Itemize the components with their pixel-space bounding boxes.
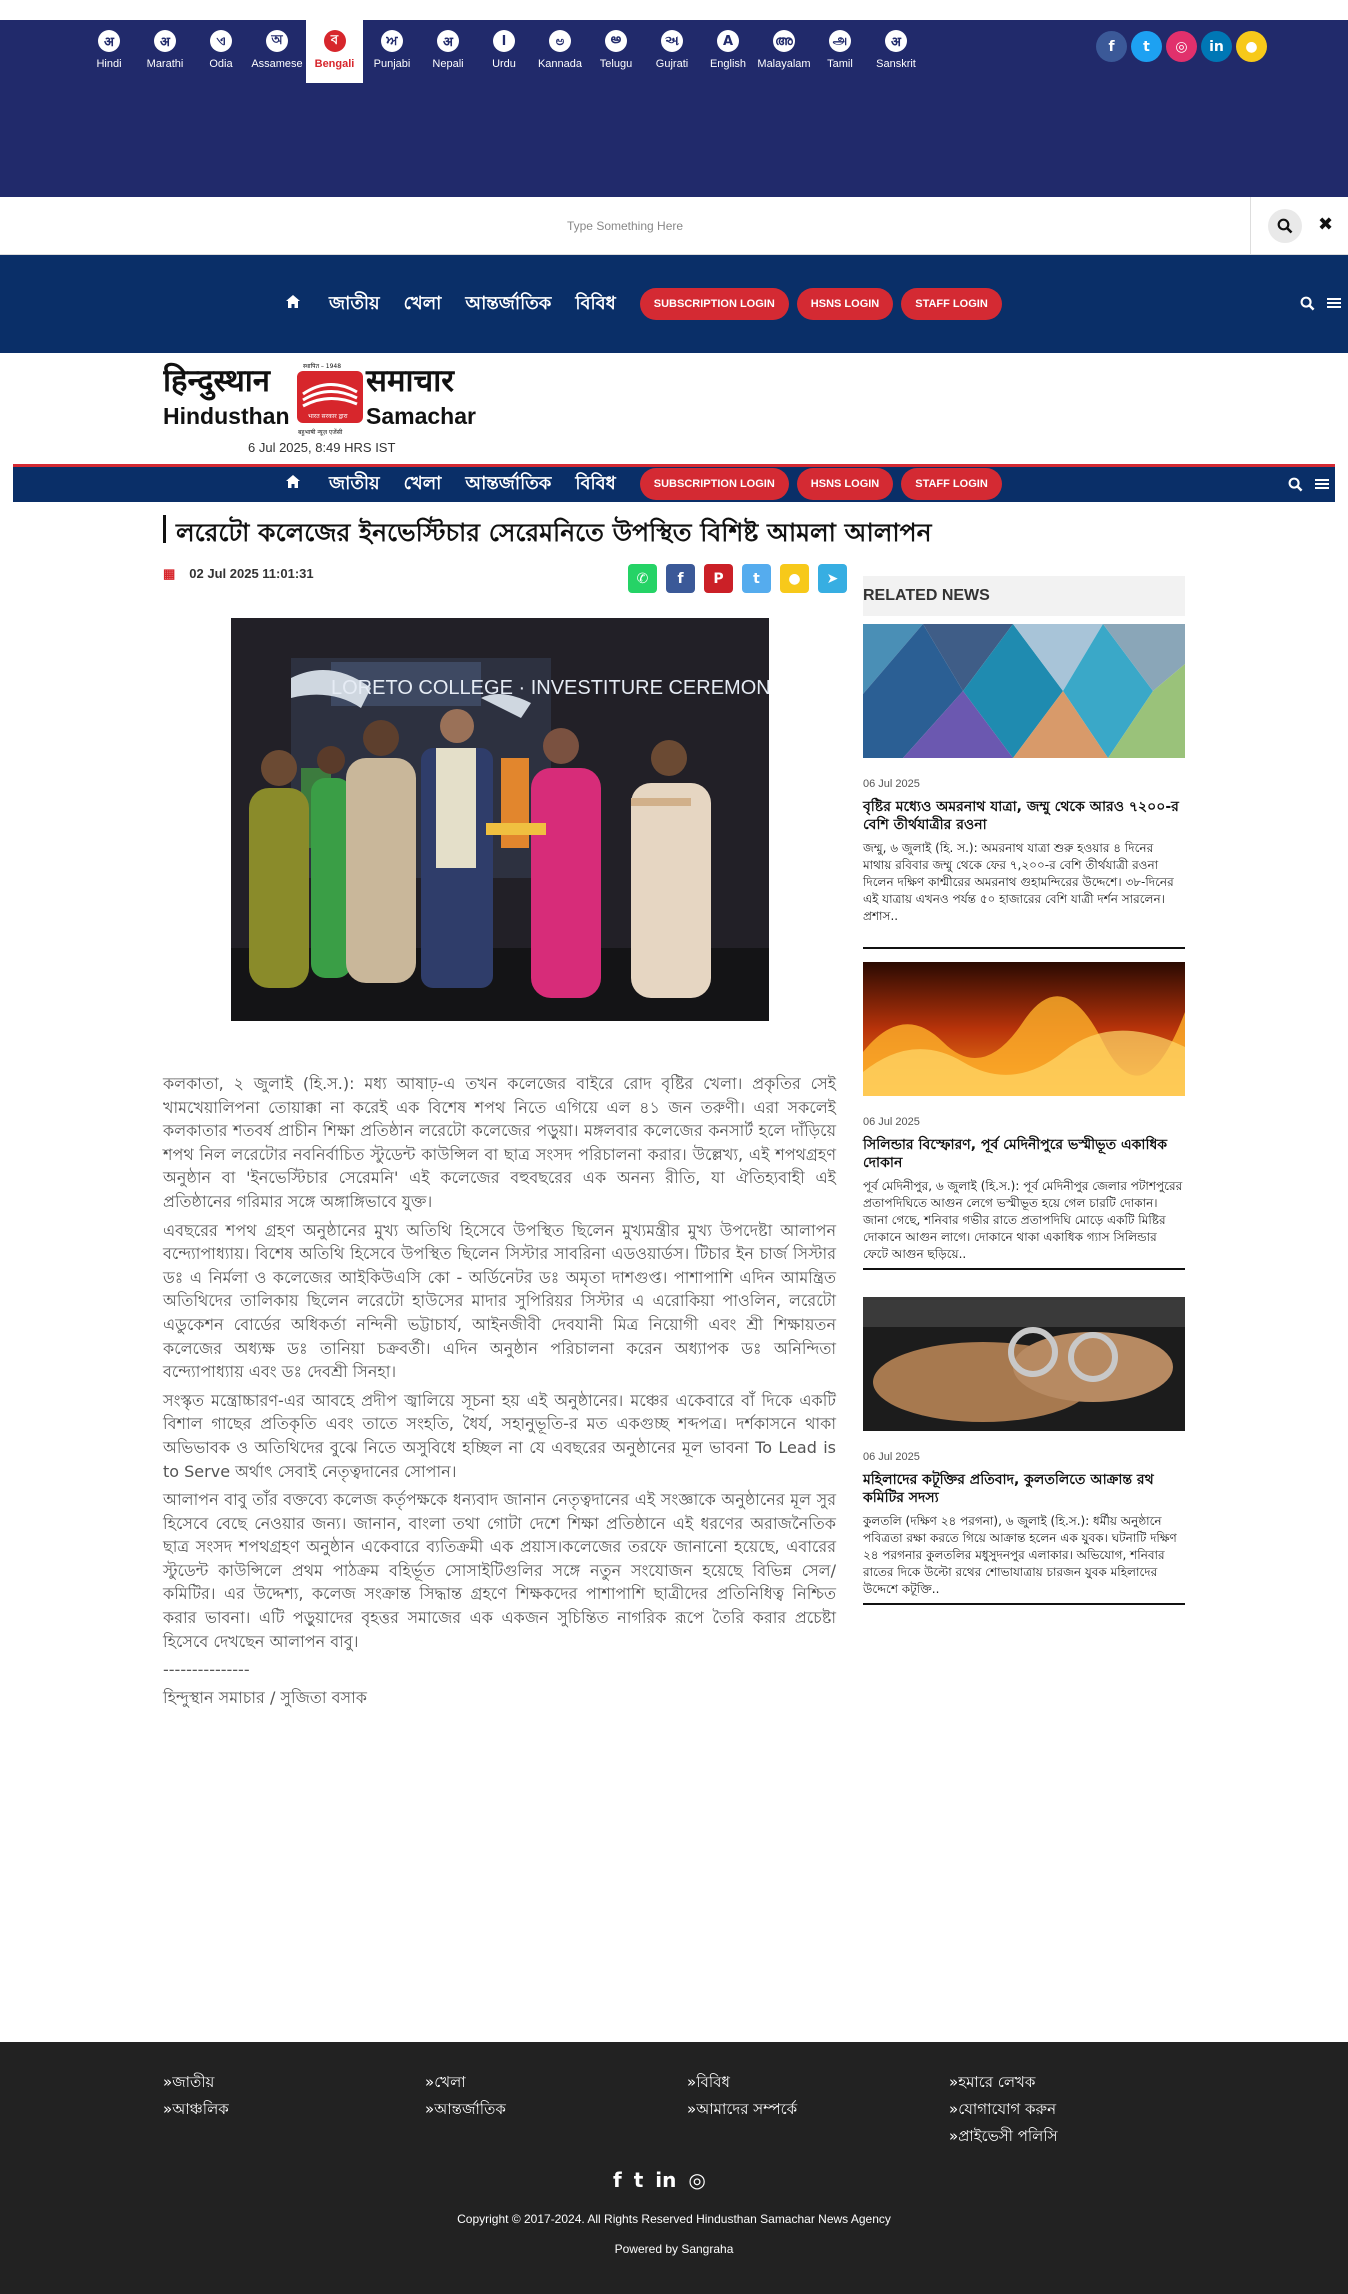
search-icon[interactable] bbox=[1288, 477, 1303, 492]
related-excerpt: জম্মু, ৬ জুলাই (হি. স.): অমরনাথ যাত্রা শুরু হওয়ার ৪ দিনের মাথায় রবিবার জম্মু থেকে ফের ৭,২০০-র বেশি তীর্থযাত্রী রওনা দিলেন দক্ষিণ কাশ্মীরের অমরনাথ গুহামন্দিরের উদ্দেশে। ৩৮-দিনের এই যাত্রায় এখনও পর্যন্ত ৫০ হাজারের বেশি যাত্রী দর্শন সারলেন। প্রশাস.. bbox=[863, 841, 1174, 923]
related-date: 06 Jul 2025 bbox=[863, 1116, 920, 1128]
language-glyph-icon: अ bbox=[98, 30, 120, 52]
language-name: Malayalam bbox=[757, 58, 811, 70]
footer-link[interactable] bbox=[949, 2098, 1056, 2123]
staff-login-button[interactable]: STAFF LOGIN bbox=[901, 288, 1002, 320]
related-image[interactable] bbox=[863, 962, 1185, 1096]
facebook-icon[interactable]: f bbox=[613, 2168, 622, 2192]
footer-link-label: প্রাইভেসী পলিসি bbox=[958, 2127, 1058, 2145]
linkedin-icon[interactable]: in bbox=[655, 2168, 677, 2192]
logo-tagline: भारत सरकार द्वारा bbox=[308, 413, 348, 420]
language-sanskrit[interactable] bbox=[869, 20, 923, 82]
nav-item[interactable]: খেলা bbox=[403, 292, 442, 314]
footer-link[interactable] bbox=[163, 2071, 214, 2096]
footer-link-label: যোগাযোগ করুন bbox=[958, 2100, 1057, 2118]
footer-link-label: আন্তর্জাতিক bbox=[434, 2100, 506, 2118]
language-name: Urdu bbox=[492, 58, 516, 70]
footer-link[interactable] bbox=[949, 2071, 1035, 2096]
language-name: Sanskrit bbox=[876, 58, 916, 70]
handcuffs-image bbox=[863, 1297, 1185, 1431]
nav-item[interactable]: আন্তর্জাতিক bbox=[465, 292, 552, 314]
language-urdu[interactable] bbox=[477, 20, 531, 82]
language-telugu[interactable] bbox=[589, 20, 643, 82]
search-icon bbox=[1277, 218, 1293, 234]
share-bar bbox=[628, 564, 856, 593]
related-divider bbox=[863, 1603, 1185, 1605]
search-icon[interactable] bbox=[1300, 296, 1315, 311]
language-odia[interactable] bbox=[194, 20, 248, 82]
double-chevron-icon: » bbox=[949, 2127, 959, 2145]
footer-link[interactable] bbox=[163, 2098, 229, 2123]
hsns-login-button[interactable]: HSNS LOGIN bbox=[797, 288, 893, 320]
nav-item[interactable]: আন্তর্জাতিক bbox=[465, 472, 552, 494]
article-paragraph: আলাপন বাবু তাঁর বক্তব্যে কলেজ কর্তৃপক্ষকে ধন্যবাদ জানান নেতৃত্বদানের এই সংজ্ঞাকে অনুষ্ঠানের মূল সুর হিসেবে বেছে নেওয়ার জন্য। জানান, বাংলা তথা গোটা দেশে শিক্ষা প্রতিষ্ঠানে এই ধরণের অরাজনৈতিক ছাত্র সংসদ শপথগ্রহণ অনুষ্ঠান একেবারে ব্যতিক্রমী এক প্রয়াস।কলেজের তরফে জানানো হয়েছে, এবারের স্টুডেন্ট কাউন্সিলে প্রথম পাঠক্রম বহির্ভূত সোসাইটিগুলির সঙ্গে নতুন সংযোজন হয়েছে বিভিন্ন সেল/কমিটির। এর উদ্দেশ্য, কলেজ সংক্রান্ত সিদ্ধান্ত গ্রহণে শিক্ষকদের পাশাপাশি ছাত্রীদের প্রতিনিধিত্ব নিশ্চিত করার ভাবনা। এটি পড়ুয়াদের বৃহত্তর সমাজের এক একজন সুচিন্তিত নাগরিক রূপে তৈরি করার প্রচেষ্টা হিসেবে দেখছেন আলাপন বাবু। bbox=[163, 1490, 836, 1651]
footer-link-label: হমারে লেখক bbox=[958, 2073, 1036, 2091]
language-name: Telugu bbox=[599, 58, 633, 70]
language-tamil[interactable] bbox=[813, 20, 867, 82]
language-glyph-icon: अ bbox=[154, 30, 176, 52]
language-name: Gujrati bbox=[655, 58, 689, 70]
menu-icon[interactable] bbox=[1315, 477, 1329, 491]
double-chevron-icon: » bbox=[425, 2073, 435, 2091]
linkedin-icon[interactable]: in bbox=[1201, 31, 1232, 62]
article-body bbox=[163, 1072, 836, 1709]
pinterest-icon[interactable]: P bbox=[704, 564, 733, 593]
language-glyph-icon: अ bbox=[885, 30, 907, 52]
search-input[interactable] bbox=[0, 197, 1250, 254]
language-glyph-icon: ಅ bbox=[549, 30, 571, 52]
language-name: English bbox=[709, 58, 747, 70]
article-paragraph: এবছরের শপথ গ্রহণ অনুষ্ঠানের মুখ্য অতিথি হিসেবে উপস্থিত ছিলেন মুখ্যমন্ত্রীর মুখ্য উপদেষ্টা আলাপন বন্দ্যোপাধ্যায়। বিশেষ অতিথি হিসেবে উপস্থিত ছিলেন সিস্টার সাবরিনা এডওয়ার্ডস। টিচার ইন চার্জ সিস্টার ডঃ এ নির্মলা ও কলেজের আইকিউএসি কো - অর্ডিনেটর ডঃ অমৃতা দাশগুপ্ত। পাশাপাশি এদিন আমন্ত্রিত অতিথিদের তালিকায় ছিলেন লরেটো হাউসের মাদার সুপিরিয়র সিস্টার এ এরোকিয়া পাওলিন, লরেটো এডুকেশন বোর্ডের অধিকর্তা নন্দিনী ভট্টাচার্য, আইনজীবী দেবযানী মিত্র নিয়োগী এবং শ্রী শিক্ষায়তন কলেজের অধ্যক্ষ ডঃ তানিয়া চক্রবর্তী। এদিন অনুষ্ঠান পরিচালনা করেন অধ্যাপক ডঃ অনিন্দিতা বন্দ্যোপাধ্যায় এবং ডঃ দেবশ্রী সিনহা। bbox=[163, 1220, 836, 1382]
close-search-button[interactable]: ✖ bbox=[1318, 214, 1334, 235]
language-assamese[interactable] bbox=[250, 20, 304, 82]
language-marathi[interactable] bbox=[138, 20, 192, 82]
nav-item[interactable]: বিবিধ bbox=[575, 292, 616, 314]
related-divider bbox=[863, 947, 1185, 949]
article-photo bbox=[231, 618, 769, 1021]
logo-subtag: बहुभाषी न्यूज़ एजेंसी bbox=[298, 429, 343, 436]
article-separator: --------------- bbox=[163, 1660, 250, 1680]
related-card[interactable] bbox=[863, 624, 1185, 925]
language-list bbox=[82, 20, 925, 83]
nav-item[interactable]: খেলা bbox=[403, 472, 442, 494]
twitter-icon[interactable]: t bbox=[742, 564, 771, 593]
footer-link[interactable] bbox=[949, 2125, 1058, 2150]
facebook-icon[interactable]: f bbox=[666, 564, 695, 593]
related-image[interactable] bbox=[863, 1297, 1185, 1431]
home-icon[interactable] bbox=[285, 294, 301, 314]
language-name: Kannada bbox=[537, 58, 583, 70]
language-name: Nepali bbox=[432, 58, 464, 70]
koo-icon[interactable]: ● bbox=[780, 564, 809, 593]
sticky-nav-tools bbox=[1288, 477, 1329, 492]
language-glyph-icon: A bbox=[717, 30, 739, 52]
double-chevron-icon: » bbox=[425, 2100, 435, 2118]
double-chevron-icon: » bbox=[687, 2100, 697, 2118]
language-glyph-icon: ا bbox=[493, 30, 515, 52]
travel-collage-image bbox=[863, 624, 1185, 758]
related-title[interactable]: মহিলাদের কটূক্তির প্রতিবাদ, কুলতলিতে আক্রান্ত রথ কমিটির সদস্য bbox=[863, 1472, 1154, 1506]
language-glyph-icon: અ bbox=[661, 30, 683, 52]
related-card[interactable] bbox=[863, 962, 1185, 1263]
staff-login-button[interactable]: STAFF LOGIN bbox=[901, 468, 1002, 500]
double-chevron-icon: » bbox=[687, 2073, 697, 2091]
language-kannada[interactable] bbox=[533, 20, 587, 82]
footer-link[interactable] bbox=[687, 2098, 797, 2123]
sticky-nav bbox=[285, 466, 1010, 502]
telegram-icon[interactable]: ➤ bbox=[818, 564, 847, 593]
related-divider bbox=[863, 1268, 1185, 1270]
language-glyph-icon: अ bbox=[437, 30, 459, 52]
related-image[interactable] bbox=[863, 624, 1185, 758]
language-malayalam[interactable] bbox=[757, 20, 811, 82]
language-bengali[interactable] bbox=[306, 20, 363, 83]
double-chevron-icon: » bbox=[163, 2100, 173, 2118]
related-date: 06 Jul 2025 bbox=[863, 778, 920, 790]
related-card[interactable] bbox=[863, 1297, 1185, 1598]
footer-link[interactable] bbox=[425, 2071, 466, 2096]
footer-link-label: জাতীয় bbox=[172, 2073, 215, 2091]
double-chevron-icon: » bbox=[163, 2073, 173, 2091]
logo-line1-left: हिन्दुस्थान bbox=[163, 363, 271, 399]
search-row bbox=[0, 197, 1348, 255]
language-gujrati[interactable] bbox=[645, 20, 699, 82]
language-hindi[interactable] bbox=[82, 20, 136, 82]
nav-item[interactable]: বিবিধ bbox=[575, 472, 616, 494]
logo-line2-right: Samachar bbox=[366, 403, 476, 429]
publish-date-text: 02 Jul 2025 11:01:31 bbox=[189, 566, 314, 581]
powered-by: Powered by Sangraha bbox=[614, 2242, 734, 2256]
calendar-icon: ▦ bbox=[163, 566, 176, 581]
instagram-icon[interactable]: ◎ bbox=[688, 2168, 706, 2192]
language-name: Marathi bbox=[146, 58, 184, 70]
logo-line2-left: Hindusthan bbox=[163, 403, 290, 429]
language-glyph-icon: ਅ bbox=[381, 30, 403, 52]
home-icon[interactable] bbox=[285, 474, 301, 494]
footer-link-label: বিবিধ bbox=[696, 2073, 730, 2091]
language-name: Hindi bbox=[96, 58, 122, 70]
search-button[interactable] bbox=[1268, 209, 1302, 243]
article-image bbox=[231, 618, 769, 1021]
article-title: লরেটো কলেজের ইনভেস্টিচার সেরেমনিতে উপস্থিত বিশিষ্ট আমলা আলাপন bbox=[176, 518, 932, 547]
double-chevron-icon: » bbox=[949, 2100, 959, 2118]
nav-item[interactable]: জাতীয় bbox=[329, 292, 380, 314]
double-chevron-icon: » bbox=[949, 2073, 959, 2091]
language-name: Punjabi bbox=[373, 58, 411, 70]
related-date: 06 Jul 2025 bbox=[863, 1451, 920, 1463]
footer-link[interactable] bbox=[425, 2098, 506, 2123]
language-glyph-icon: অ bbox=[266, 30, 288, 52]
language-name: Odia bbox=[209, 58, 233, 70]
twitter-icon[interactable]: t bbox=[1131, 31, 1162, 62]
language-name: Bengali bbox=[314, 58, 355, 70]
language-name: Assamese bbox=[251, 58, 303, 70]
facebook-icon[interactable]: f bbox=[1096, 31, 1127, 62]
article-paragraph: সংস্কৃত মন্ত্রোচ্চারণ-এর আবহে প্রদীপ জ্বালিয়ে সূচনা হয় এই অনুষ্ঠানের। মঞ্চের একেবারে বাঁ দিকে একটি বিশাল গাছের প্রতিকৃতি এবং তাতে সংহতি, ধৈর্য, সহানুভূতি-র মত একগুচ্ছ শব্দপত্র। দর্শকাসনে থাকা অভিভাবক ও অতিথিদের বুঝে নিতে অসুবিধে হচ্ছিল না যে এবছরের অনুষ্ঠানের মূল ভাবনা To Lead is to Serve অর্থাৎ সেবাই নেতৃত্বদানের সোপান। bbox=[163, 1390, 836, 1481]
footer-social bbox=[613, 2168, 718, 2192]
menu-icon[interactable] bbox=[1327, 296, 1341, 310]
language-glyph-icon: அ bbox=[829, 30, 851, 52]
title-accent bbox=[163, 515, 166, 543]
logo-line1-right: समाचार bbox=[366, 363, 454, 399]
publish-date bbox=[163, 566, 314, 582]
article-paragraph: কলকাতা, ২ জুলাই (হি.স.): মধ্য আষাঢ়-এ তখন কলেজের বাইরে রোদ বৃষ্টির খেলা। প্রকৃতির সেই খামখেয়ালিপনা তোয়াক্কা না করেই এক বিশেষ শপথ নিতে এগিয়ে এল ৪১ জন তরুণী। এরা সকলেই কলকাতার শতবর্ষ প্রাচীন শিক্ষা প্রতিষ্ঠান লরেটো কলেজের পড়ুয়া। মঙ্গলবার কলেজের কনসার্ট হলে দাঁড়িয়ে শপথ নিল লরেটোর নবনির্বাচিত স্টুডেন্ট কাউন্সিল বা ছাত্র সংসদ পরিচালনা করার। উল্লেখ্য, এই শপথগ্রহণ অনুষ্ঠান বা 'ইনভেস্টিচার সেরেমনি' এই কলেজের বহুবছরের এক অনন্য রীতি, যা ঐতিহ্যবাহী এই প্রতিষ্ঠানের গরিমার সঙ্গে অঙ্গাঙ্গিভাবে যুক্ত। bbox=[163, 1074, 836, 1211]
top-social-links bbox=[1096, 31, 1271, 62]
related-title[interactable]: সিলিন্ডার বিস্ফোরণ, পূর্ব মেদিনীপুরে ভস্মীভূত একাধিক দোকান bbox=[863, 1137, 1168, 1171]
language-glyph-icon: ব bbox=[324, 30, 346, 52]
footer-link-label: আঞ্চলিক bbox=[172, 2100, 229, 2118]
copyright: Copyright © 2017-2024. All Rights Reserved Hindusthan Samachar News Agency bbox=[457, 2212, 891, 2226]
image-caption-text: LORETO COLLEGE · INVESTITURE CEREMONY bbox=[331, 677, 769, 699]
instagram-icon[interactable]: ◎ bbox=[1166, 31, 1197, 62]
related-news-heading: RELATED NEWS bbox=[863, 576, 1185, 616]
language-glyph-icon: ଏ bbox=[210, 30, 232, 52]
search-divider bbox=[1250, 197, 1251, 255]
language-glyph-icon: అ bbox=[605, 30, 627, 52]
hindusthan-samachar-logo bbox=[163, 358, 488, 448]
subscription-login-button[interactable]: SUBSCRIPTION LOGIN bbox=[640, 468, 789, 500]
subscription-login-button[interactable]: SUBSCRIPTION LOGIN bbox=[640, 288, 789, 320]
logo-since: स्थापित – 1948 bbox=[303, 363, 342, 370]
current-date: 6 Jul 2025, 8:49 HRS IST bbox=[248, 440, 396, 455]
language-english[interactable] bbox=[701, 20, 755, 82]
footer-link[interactable] bbox=[687, 2071, 730, 2096]
main-nav bbox=[285, 286, 1010, 322]
fire-image bbox=[863, 962, 1185, 1096]
nav-tools bbox=[1300, 296, 1341, 311]
article-byline: হিন্দুস্থান সমাচার / সুজিতা বসাক bbox=[163, 1687, 367, 1707]
language-name: Tamil bbox=[827, 58, 853, 70]
language-glyph-icon: അ bbox=[773, 30, 795, 52]
language-nepali[interactable] bbox=[421, 20, 475, 82]
footer-link-label: খেলা bbox=[434, 2073, 466, 2091]
nav-item[interactable]: জাতীয় bbox=[329, 472, 380, 494]
related-title[interactable]: বৃষ্টির মধ্যেও অমরনাথ যাত্রা, জম্মু থেকে আরও ৭২০০-র বেশি তীর্থযাত্রীর রওনা bbox=[863, 799, 1179, 833]
language-punjabi[interactable] bbox=[365, 20, 419, 82]
hsns-login-button[interactable]: HSNS LOGIN bbox=[797, 468, 893, 500]
whatsapp-icon[interactable]: ✆ bbox=[628, 564, 657, 593]
twitter-icon[interactable]: t bbox=[633, 2168, 644, 2192]
related-excerpt: পূর্ব মেদিনীপুর, ৬ জুলাই (হি.স.): পূর্ব মেদিনীপুর জেলার পটাশপুরের প্রতাপদিঘিতে আগুন লেগে ভস্মীভূত হয়ে গেল চারটি দোকান। জানা গেছে, শনিবার গভীর রাতে প্রতাপদিঘি মোড়ে একটি মিষ্টির দোকানে আগুন লাগে। দোকানে থাকা একাধিক গ্যাস সিলিন্ডার ফেটে আগুন ছড়িয়ে.. bbox=[863, 1179, 1183, 1261]
koo-icon[interactable]: ● bbox=[1236, 31, 1267, 62]
footer-link-label: আমাদের সম্পর্কে bbox=[696, 2100, 798, 2118]
site-logo[interactable] bbox=[163, 358, 488, 448]
related-excerpt: কুলতলি (দক্ষিণ ২৪ পরগনা), ৬ জুলাই (হি.স.): ধর্মীয় অনুষ্ঠানে পবিত্রতা রক্ষা করতে গিয়ে আক্রান্ত হলেন এক যুবক। ঘটনাটি দক্ষিণ ২৪ পরগনার কুলতলির মধুসুদনপুর এলাকার। অভিযোগ, শনিবার রাতের দিকে উল্টো রথের শোভাযাত্রায় চারজন যুবক মহিলাদের উদ্দেশে কটূক্তি.. bbox=[863, 1514, 1177, 1596]
